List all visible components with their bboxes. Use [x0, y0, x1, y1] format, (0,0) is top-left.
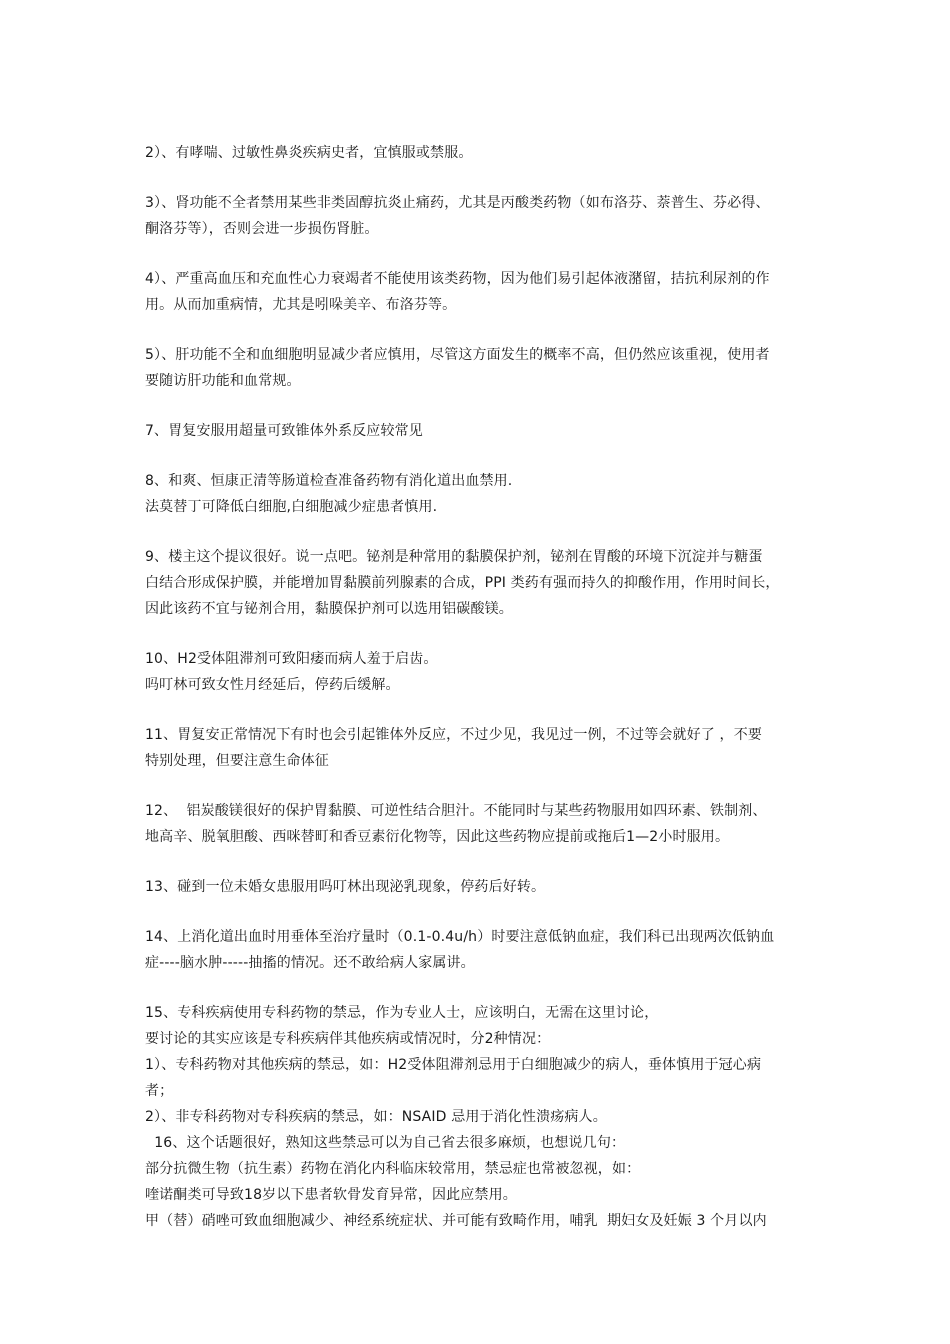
text-line: 16、这个话题很好，熟知这些禁忌可以为自己省去很多麻烦，也想说几句： — [145, 1135, 626, 1151]
text-line: 甲（替）硝唑可致血细胞减少、神经系统症状、并可能有致畸作用，哺乳 期妇女及妊娠 3 个月以内 — [145, 1213, 767, 1229]
text-line: 部分抗微生物（抗生素）药物在消化内科临床较常用，禁忌症也常被忽视，如： — [145, 1161, 641, 1177]
paragraph — [145, 266, 810, 318]
document-body — [145, 140, 810, 1234]
text-line: 症----脑水肿-----抽搐的情况。还不敢给病人家属讲。 — [145, 955, 475, 971]
text-line: 12、 铝炭酸镁很好的保护胃黏膜、可逆性结合胆汁。不能同时与某些药物服用如四环素、铁制剂、 — [145, 803, 767, 819]
text-line: 4）、严重高血压和充血性心力衰竭者不能使用该类药物，因为他们易引起体液潴留，拮抗利尿剂的作 — [145, 271, 770, 287]
text-line: 者； — [145, 1083, 174, 1099]
paragraph — [145, 190, 810, 242]
text-line: 9、楼主这个提议很好。说一点吧。铋剂是种常用的黏膜保护剂，铋剂在胃酸的环境下沉淀并与糖蛋 — [145, 549, 763, 565]
text-line: 2）、非专科药物对专科疾病的禁忌，如：NSAID 忌用于消化性溃疡病人。 — [145, 1109, 607, 1125]
paragraph — [145, 140, 810, 166]
paragraph — [145, 544, 810, 622]
text-line: 14、上消化道出血时用垂体至治疗量时（0.1-0.4u/h）时要注意低钠血症，我们科已出现两次低钠血 — [145, 929, 775, 945]
text-line: 要随访肝功能和血常规。 — [145, 373, 301, 389]
text-line: 10、H2受体阻滞剂可致阳痿而病人羞于启齿。 — [145, 651, 438, 667]
text-line: 11、胃复安正常情况下有时也会引起锥体外反应，不过少见，我见过一例，不过等会就好了 ，不要 — [145, 727, 763, 743]
text-line: 2）、有哮喘、过敏性鼻炎疾病史者，宜慎服或禁服。 — [145, 145, 473, 161]
text-line: 8、和爽、恒康正清等肠道检查准备药物有消化道出血禁用. — [145, 473, 513, 489]
text-line: 15、专科疾病使用专科药物的禁忌，作为专业人士，应该明白，无需在这里讨论， — [145, 1005, 659, 1021]
text-line: 7、胃复安服用超量可致锥体外系反应较常见 — [145, 423, 423, 439]
text-line: 地高辛、脱氧胆酸、西咪替町和香豆素衍化物等，因此这些药物应提前或拖后1—2小时服用。 — [145, 829, 730, 845]
text-line: 3）、肾功能不全者禁用某些非类固醇抗炎止痛药，尤其是丙酸类药物（如布洛芬、萘普生、芬必得、 — [145, 195, 770, 211]
paragraph — [145, 342, 810, 394]
text-line: 13、碰到一位未婚女患服用吗叮林出现泌乳现象，停药后好转。 — [145, 879, 546, 895]
text-line: 法莫替丁可降低白细胞,白细胞减少症患者慎用. — [145, 499, 438, 515]
text-line: 吗叮林可致女性月经延后，停药后缓解。 — [145, 677, 400, 693]
text-line: 用。从而加重病情，尤其是吲哚美辛、布洛芬等。 — [145, 297, 457, 313]
text-line: 要讨论的其实应该是专科疾病伴其他疾病或情况时，分2种情况： — [145, 1031, 551, 1047]
paragraph — [145, 468, 810, 520]
paragraph — [145, 1000, 810, 1234]
text-line: 酮洛芬等），否则会进一步损伤肾脏。 — [145, 221, 379, 237]
paragraph — [145, 646, 810, 698]
text-line: 5）、肝功能不全和血细胞明显减少者应慎用，尽管这方面发生的概率不高，但仍然应该重视，使用者 — [145, 347, 770, 363]
text-line: 1）、专科药物对其他疾病的禁忌，如：H2受体阻滞剂忌用于白细胞减少的病人，垂体慎用于冠心病 — [145, 1057, 762, 1073]
text-line: 特别处理，但要注意生命体征 — [145, 753, 329, 769]
paragraph — [145, 722, 810, 774]
paragraph — [145, 798, 810, 850]
text-line: 因此该药不宜与铋剂合用，黏膜保护剂可以选用铝碳酸镁。 — [145, 601, 513, 617]
text-line: 喹诺酮类可导致18岁以下患者软骨发育异常，因此应禁用。 — [145, 1187, 517, 1203]
paragraph — [145, 924, 810, 976]
paragraph — [145, 874, 810, 900]
paragraph — [145, 418, 810, 444]
text-line: 白结合形成保护膜，并能增加胃黏膜前列腺素的合成，PPI 类药有强而持久的抑酸作用，作用时间长， — [145, 575, 780, 591]
